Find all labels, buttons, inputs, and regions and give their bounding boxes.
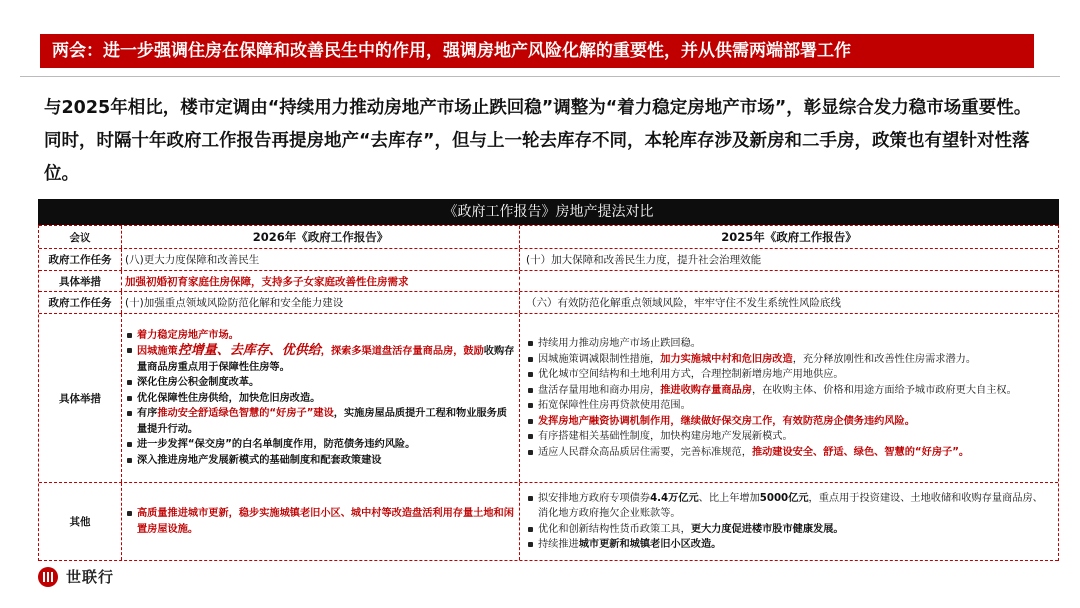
text-span: 优化和创新结构性货币政策工具， bbox=[538, 523, 691, 535]
table-row bbox=[39, 271, 1058, 292]
row-label: 其他 bbox=[39, 483, 122, 560]
table-row bbox=[39, 314, 1058, 483]
list-item: 拓宽保障性住房再贷款使用范围。 bbox=[538, 398, 1017, 414]
header-2026: 2026年《政府工作报告》 bbox=[122, 226, 520, 248]
text-span: 因城施策 bbox=[137, 346, 178, 358]
list-item: 优化保障性住房供给，加快危旧房改造。 bbox=[137, 391, 516, 407]
list-2025 bbox=[526, 336, 1017, 460]
cell-2025 bbox=[520, 483, 1058, 560]
list-item bbox=[538, 383, 1017, 399]
text-span: 持续推进 bbox=[538, 539, 579, 550]
text-span: 鼓励 bbox=[463, 346, 484, 358]
text-span: ，探索多渠道盘活存量商品房， bbox=[320, 346, 464, 358]
cell-2026 bbox=[122, 314, 520, 482]
text-span: ，重点用于投资建设、土地收储和收购存量商品房、消化地方政府拖欠企业账款等。 bbox=[538, 492, 1043, 519]
list-item: 深入推进房地产发展新模式的基础制度和配套政策建设 bbox=[137, 453, 516, 469]
company-logo bbox=[38, 566, 114, 587]
cell-2025 bbox=[520, 314, 1058, 482]
cell-2026: (十)加强重点领域风险防范化解和安全能力建设 bbox=[122, 292, 520, 313]
table-header-row bbox=[39, 225, 1058, 249]
list-item bbox=[538, 352, 1017, 368]
list-item: 有序搭建相关基础性制度，加快构建房地产发展新模式。 bbox=[538, 429, 1017, 445]
text-span: 有序 bbox=[137, 408, 158, 420]
text-span: 适应人民群众高品质居住需要，完善标准规范， bbox=[538, 446, 752, 458]
list-item: 深化住房公积金制度改革。 bbox=[137, 375, 516, 391]
list-item: 优化城市空间结构和土地利用方式，合理控制新增房地产用地供应。 bbox=[538, 367, 1017, 383]
list-item bbox=[538, 537, 1052, 553]
table-title: 《政府工作报告》房地产提法对比 bbox=[38, 199, 1059, 225]
cell-2026: (八)更大力度保障和改善民生 bbox=[122, 249, 520, 270]
cell-2025 bbox=[520, 271, 1058, 291]
text-span: 推进收购存量商品房 bbox=[660, 384, 752, 396]
table-row bbox=[39, 292, 1058, 314]
text-span: ，在收购主体、价格和用途方面给予城市政府更大自主权。 bbox=[751, 384, 1017, 396]
text-span: 5000亿元 bbox=[759, 492, 809, 504]
comparison-table bbox=[38, 199, 1059, 555]
emphasis-span: 控增量、去库存、优供给 bbox=[177, 343, 321, 359]
text-span: 盘活存量用地和商办用房， bbox=[538, 384, 661, 396]
text-span: ，充分释放刚性和改善性住房需求潜力。 bbox=[792, 353, 977, 365]
list-2026-other bbox=[125, 506, 516, 537]
logo-mark-icon bbox=[38, 567, 58, 587]
text-span: 推动建设安全、舒适、绿色、智慧的“好房子”。 bbox=[751, 446, 970, 458]
text-span: 城市更新和城镇老旧小区改造。 bbox=[578, 539, 722, 550]
list-item bbox=[538, 491, 1052, 522]
list-item: 持续用力推动房地产市场止跌回稳。 bbox=[538, 336, 1017, 352]
header-meeting: 会议 bbox=[39, 226, 122, 248]
list-item bbox=[538, 522, 1052, 538]
cell-2025: （六）有效防范化解重点领域风险，牢牢守住不发生系统性风险底线 bbox=[526, 297, 841, 309]
table-row bbox=[39, 483, 1058, 561]
text-span: 因城施策调减限制性措施， bbox=[538, 353, 661, 365]
list-2025-other bbox=[526, 491, 1052, 553]
row-label: 具体举措 bbox=[39, 271, 122, 291]
row-label: 具体举措 bbox=[39, 314, 122, 482]
list-item: 进一步发挥“保交房”的白名单制度作用，防范债务违约风险。 bbox=[137, 437, 516, 453]
table-row bbox=[39, 249, 1058, 271]
text-span: 4.4万亿元 bbox=[650, 492, 699, 504]
page-title: 两会：进一步强调住房在保障和改善民生中的作用，强调房地产风险化解的重要性，并从供需两端部署工作 bbox=[40, 34, 1034, 68]
text-span: 收购存量商品房重点用于保障性住房等。 bbox=[137, 346, 515, 373]
cell-2026: 加强初婚初育家庭住房保障，支持多子女家庭改善性住房需求 bbox=[122, 271, 520, 291]
list-2026 bbox=[125, 328, 516, 469]
row-label: 政府工作任务 bbox=[39, 292, 122, 313]
header-2025: 2025年《政府工作报告》 bbox=[721, 230, 857, 244]
list-item: 发挥房地产融资协调机制作用，继续做好保交房工作，有效防范房企债务违约风险。 bbox=[538, 414, 1017, 430]
text-span: 加力实施城中村和危旧房改造 bbox=[660, 353, 793, 365]
divider bbox=[20, 76, 1060, 77]
text-span: 拟安排地方政府专项债券 bbox=[538, 492, 651, 504]
cell-2026 bbox=[122, 483, 520, 560]
text-span: 推动安全舒适绿色智慧的“好房子”建设 bbox=[157, 408, 334, 420]
list-item bbox=[538, 445, 1017, 461]
cell-2025: (十）加大保障和改善民生力度，提升社会治理效能 bbox=[526, 254, 762, 266]
text-span: 、比上年增加 bbox=[698, 492, 760, 504]
text-span: ，实施房屋品质提升工程和物业服务质量提升行动。 bbox=[137, 408, 507, 435]
row-label: 政府工作任务 bbox=[39, 249, 122, 270]
logo-text: 世联行 bbox=[66, 568, 115, 586]
list-item: 高质量推进城市更新，稳步实施城镇老旧小区、城中村等改造盘活利用存量土地和闲置房屋设施。 bbox=[137, 506, 516, 537]
list-item bbox=[137, 343, 516, 375]
text-span: 更大力度促进楼市股市健康发展。 bbox=[690, 523, 844, 535]
list-item: 着力稳定房地产市场。 bbox=[137, 328, 516, 344]
intro-paragraph: 与2025年相比，楼市定调由“持续用力推动房地产市场止跌回稳”调整为“着力稳定房地产市场”，彰显综合发力稳市场重要性。同时，时隔十年政府工作报告再提房地产“去库存”，但与上一轮去库存不同，本轮库存涉及新房和二手房，政策也有望针对性落位。 bbox=[44, 98, 1032, 184]
list-item bbox=[137, 406, 516, 437]
